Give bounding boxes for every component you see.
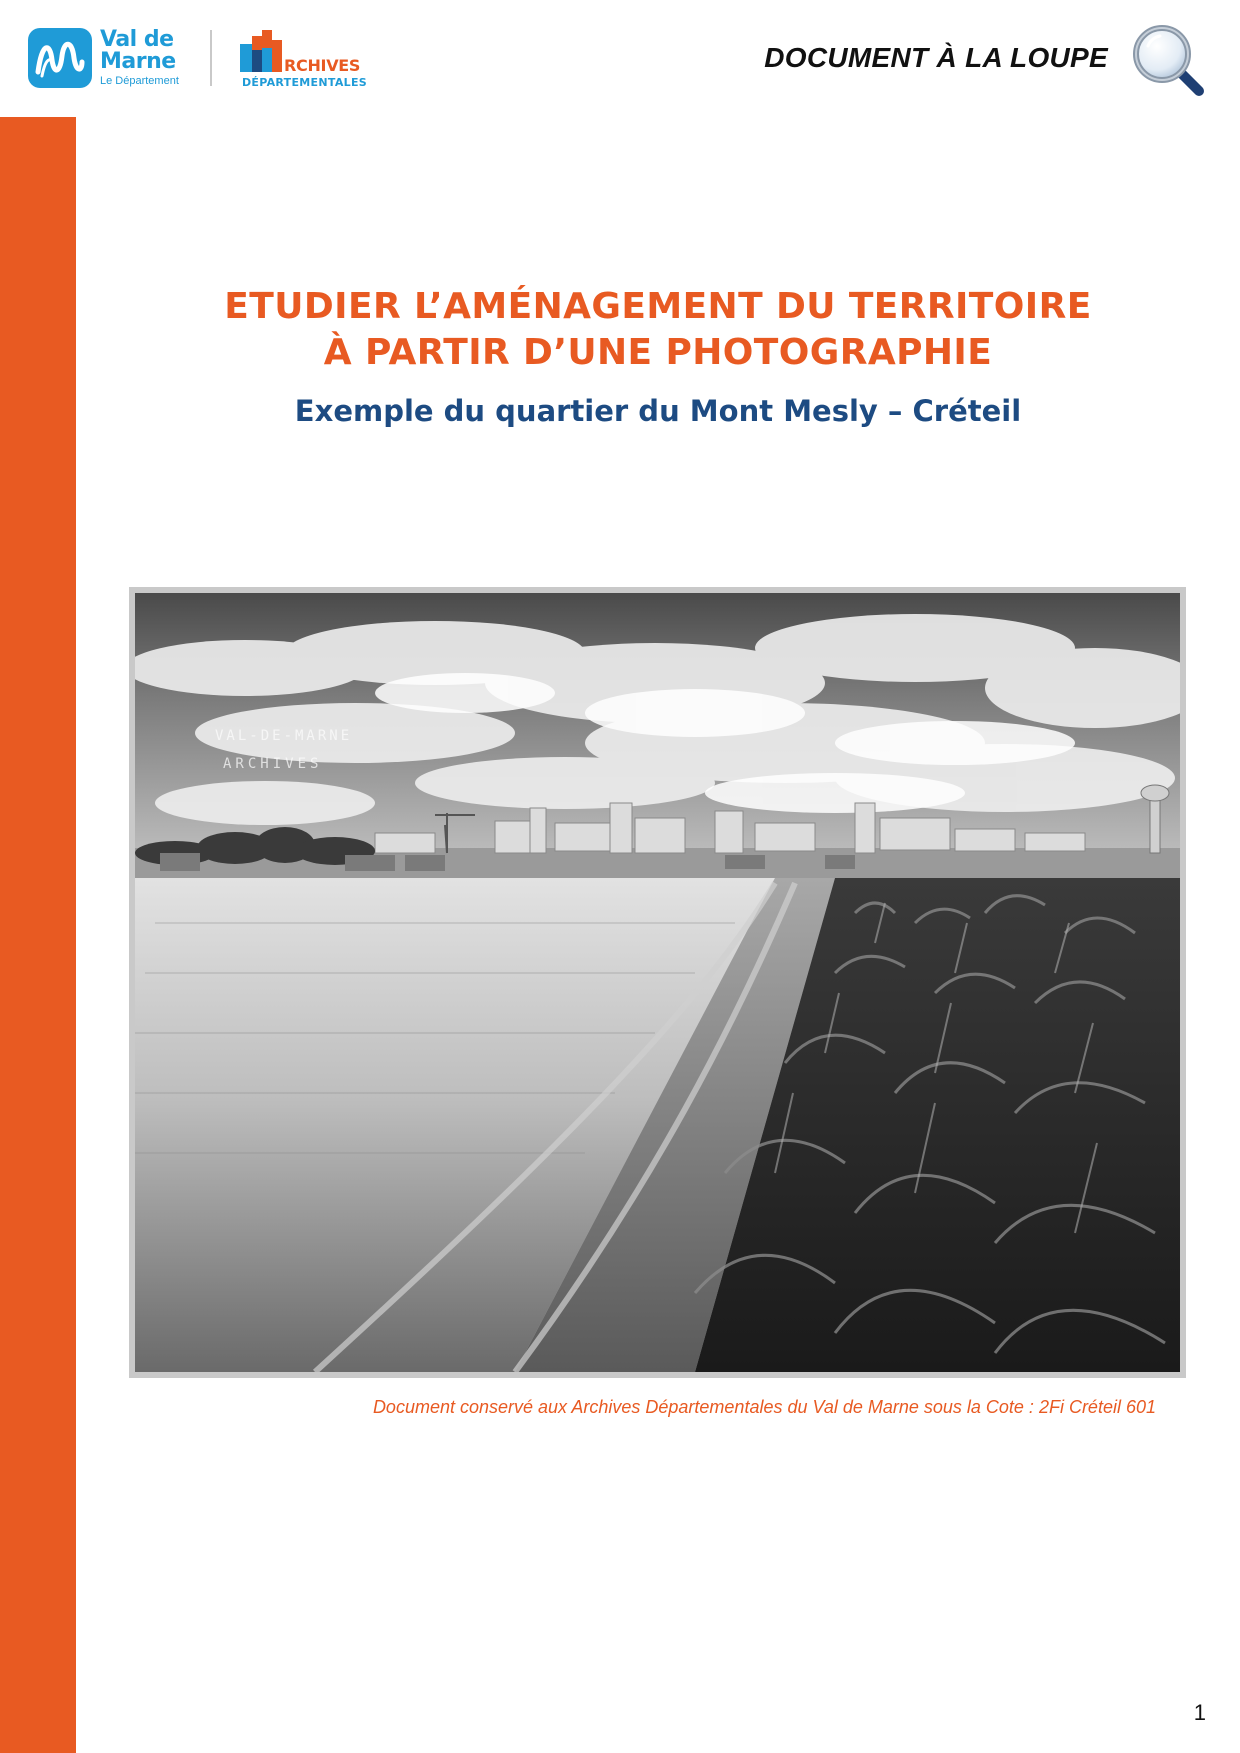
photo-watermark-line2: ARCHIVES xyxy=(223,756,323,772)
magnifier-icon xyxy=(1130,22,1206,98)
vdm-logo-line1: Val de xyxy=(100,27,174,52)
archives-logo-mark xyxy=(240,30,286,72)
photo-caption: Document conservé aux Archives Départementales du Val de Marne sous la Cote : 2Fi Créteil 601 xyxy=(372,1397,1156,1417)
photo-watermark-line1: VAL-DE-MARNE xyxy=(215,728,353,744)
archival-photograph xyxy=(129,587,1186,1378)
val-de-marne-logo[interactable] xyxy=(28,28,179,88)
vdm-logo-line2: Marne xyxy=(100,49,176,74)
page-title-line2: À PARTIR D’UNE PHOTOGRAPHIE xyxy=(323,332,993,373)
val-de-marne-logo-mark xyxy=(28,28,92,88)
photograph-image xyxy=(135,593,1180,1372)
series-label: DOCUMENT À LA LOUPE xyxy=(764,42,1108,73)
page-number: 1 xyxy=(1193,1700,1206,1725)
vdm-logo-line3: Le Département xyxy=(100,75,179,87)
archives-logo-subtitle: DÉPARTEMENTALES xyxy=(242,76,367,89)
page-subtitle: Exemple du quartier du Mont Mesly – Créteil xyxy=(294,394,1022,428)
orange-side-band xyxy=(0,117,76,1753)
page-title-line1: ETUDIER L’AMÉNAGEMENT DU TERRITOIRE xyxy=(224,286,1092,327)
archives-logo-word: RCHIVES xyxy=(284,56,361,75)
logo-divider xyxy=(210,30,212,86)
